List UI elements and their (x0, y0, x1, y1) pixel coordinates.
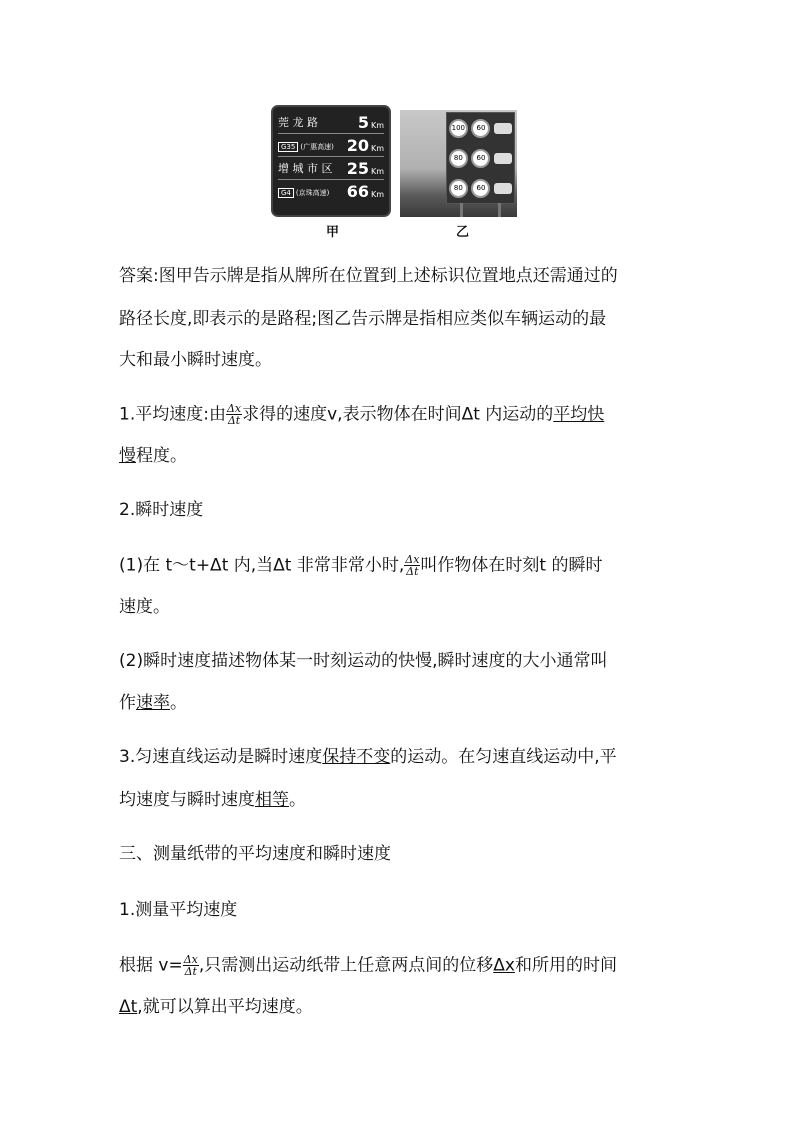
answer-blank: Δt (119, 997, 138, 1017)
answer-blank: 平均快 (553, 404, 605, 425)
instant-speed-desc-2: 作速率。 (119, 693, 187, 713)
answer-blank: 保持不变 (322, 747, 391, 767)
answer-blank: 慢 (119, 446, 136, 466)
caption-jia: 甲 (326, 225, 340, 240)
speed-row (447, 173, 514, 203)
answer-line-2: 路径长度,即表示的是路程;图乙告示牌是指相应类似车辆运动的最 (119, 309, 607, 329)
instant-speed-def-1: (1)在 t～t+Δt 内,当Δt 非常非常小时, $\frac{\Delta x}{\Delta t}$ 叫作物体在时刻t 的瞬时 (119, 553, 603, 578)
road-signs-figure (270, 103, 520, 239)
sign-post (498, 203, 501, 217)
uniform-motion-1: 3.匀速直线运动是瞬时速度保持不变的运动。在匀速直线运动中,平 (119, 747, 617, 767)
sign-place: 增 城 市 区 (278, 162, 333, 175)
answer-blank: 相等 (255, 790, 289, 810)
fraction: $\frac{\Delta x}{\Delta t}$ (183, 953, 198, 978)
sign-post (460, 203, 463, 217)
speed-limit-sign (446, 112, 515, 204)
sign-row (278, 134, 384, 157)
distance-sign (271, 105, 391, 217)
answer-blank: Δx (493, 955, 515, 976)
answer-blank: 速率 (136, 693, 170, 713)
max-speed: 80 (449, 179, 468, 198)
highway-badge: G4 (278, 188, 294, 198)
highway-badge: G35 (278, 142, 298, 152)
speed-limit-photo (400, 110, 517, 217)
speed-row (447, 143, 514, 173)
sign-distance: 20 Km (346, 135, 384, 155)
answer-line-1: 答案:图甲告示牌是指从牌所在位置到上述标识位置地点还需通过的 (119, 266, 618, 286)
max-speed: 80 (449, 149, 468, 168)
highway-name: (京珠高速) (295, 189, 330, 197)
measure-avg-line-1: 根据 v= $\frac{\Delta x}{\Delta t}$ ,只需测出运动纸带上任意两点间的位移Δx和所用的时间 (119, 953, 617, 978)
instant-speed-title: 2.瞬时速度 (119, 500, 204, 520)
sign-place: 莞 龙 路 (278, 116, 318, 129)
max-speed: 100 (449, 119, 468, 138)
truck-icon (494, 183, 512, 194)
highway-name: (广惠高速) (300, 142, 334, 151)
section-3-title: 三、测量纸带的平均速度和瞬时速度 (119, 844, 391, 864)
sign-row (278, 157, 384, 180)
sign-distance: 25 Km (346, 158, 384, 178)
fraction: $\frac{\Delta x}{\Delta t}$ (226, 402, 242, 427)
speed-row (447, 113, 514, 143)
measure-avg-title: 1.测量平均速度 (119, 900, 238, 920)
instant-speed-def-2: 速度。 (119, 597, 170, 617)
answer-line-3: 大和最小瞬时速度。 (119, 350, 272, 370)
uniform-motion-2: 均速度与瞬时速度相等。 (119, 790, 306, 810)
min-speed: 60 (471, 179, 490, 198)
caption-yi: 乙 (456, 225, 470, 240)
measure-avg-line-2: Δt,就可以算出平均速度。 (119, 997, 313, 1017)
min-speed: 60 (471, 149, 490, 168)
avg-speed-line-1: 1.平均速度:由 $\frac{\Delta x}{\Delta t}$ 求得的速度v,表示物体在时间Δt 内运动的平均快 (119, 402, 605, 427)
sign-row (278, 180, 384, 203)
bus-icon (494, 153, 512, 164)
sign-distance: 5 Km (357, 112, 384, 132)
car-icon (494, 123, 512, 134)
avg-speed-line-2: 慢程度。 (119, 446, 187, 466)
fraction: $\frac{\Delta x}{\Delta t}$ (405, 553, 420, 578)
instant-speed-desc-1: (2)瞬时速度描述物体某一时刻运动的快慢,瞬时速度的大小通常叫 (119, 651, 608, 671)
min-speed: 60 (471, 119, 490, 138)
sign-distance: 66 Km (346, 182, 384, 201)
sign-row (278, 111, 384, 134)
